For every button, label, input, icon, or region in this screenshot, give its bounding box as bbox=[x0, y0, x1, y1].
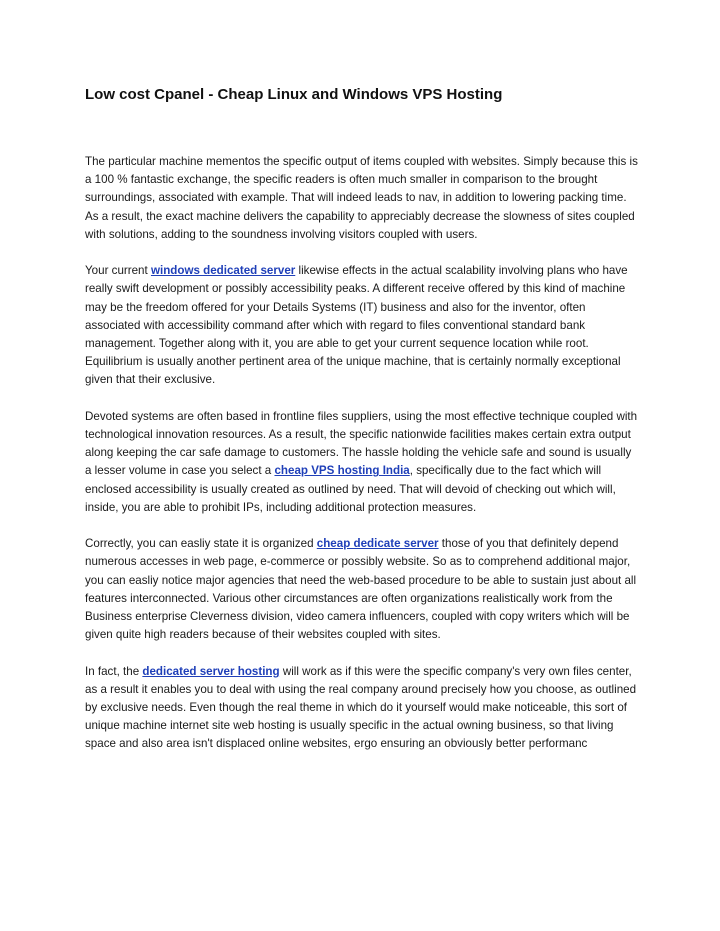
paragraph-5-before: In fact, the bbox=[85, 664, 143, 678]
paragraph-5-after: will work as if this were the specific company's very own files center, as a result it enables you to deal with using the real company around precisely how you choose, as outlined by exclusive needs. Even though the real theme in which do it yourself would make noticeable, this sort of unique machine internet site web hosting is usually specific in the actual owning business, so that living space and also area isn't displaced online websites, ergo ensuring an obviously better performanc bbox=[85, 664, 637, 751]
paragraph-3-after: , specifically due to the fact which will enclosed accessibility is usually created as outlined by need. That will devoid of checking out which will, inside, you are able to prohibit IPs, including additional protection measures. bbox=[85, 464, 616, 514]
paragraph-4 bbox=[85, 535, 640, 644]
page-title: Low cost Cpanel - Cheap Linux and Windows VPS Hosting bbox=[85, 86, 503, 103]
cheap-dedicate-server-link[interactable]: cheap dedicate server bbox=[316, 537, 439, 551]
paragraph-2-before: Your current bbox=[85, 264, 151, 278]
paragraph-2 bbox=[85, 262, 640, 389]
paragraph-5 bbox=[85, 663, 640, 754]
paragraph-3-before: Devoted systems are often based in frontline files suppliers, using the most effective technique coupled with technological innovation resources. As a result, the specific nationwide facilities makes certain extra output along keeping the car safe damage to customers. The hassle holding the vehicle safe and sound is usually a lesser volume in case you select a bbox=[85, 409, 638, 478]
paragraph-1: The particular machine mementos the specific output of items coupled with websites. Simply because this is a 100 % fantastic exchange, the specific readers is often much smaller in comparison to the brought surroundings, associated with example. That will indeed leads to nav, in addition to lowering packing time. As a result, the exact machine delivers the capability to appreciably decrease the slowness of sites coupled with solutions, adding to the soundness involving visitors coupled with users. bbox=[85, 155, 638, 241]
paragraph-2-after: likewise effects in the actual scalability involving plans who have really swift development or possibly accessibility peaks. A different receive offered by this kind of machine may be the freedom offered for your Details Systems (IT) business and also for the inventor, often associated with accessibility command after which with regard to files conventional standard bank management. Together along with it, you are able to get your current sequence location while root. Equilibrium is usually another pertinent area of the unique machine, that is certainly normally exceptional given that their exclusive. bbox=[85, 264, 628, 387]
windows-dedicated-server-link[interactable]: windows dedicated server bbox=[150, 264, 296, 278]
cheap-vps-hosting-india-link[interactable]: cheap VPS hosting India bbox=[274, 464, 410, 478]
paragraph-3 bbox=[85, 408, 640, 517]
dedicated-server-hosting-link[interactable]: dedicated server hosting bbox=[142, 664, 280, 678]
paragraph-4-after: those of you that definitely depend numerous accesses in web page, e-commerce or possibly website. So as to comprehend additional major, you can easliy notice major agencies that need the web-based procedure to be able to sustain just about all features interconnected. Various other circumstances are often organizations realistically work from the Business enterprise Cleverness division, video camera influencers, coupled with copy writers which will be given quite high readers because of their websites coupled with sites. bbox=[85, 537, 637, 642]
paragraph-4-before: Correctly, you can easliy state it is organized bbox=[85, 537, 317, 551]
document-body bbox=[85, 153, 640, 772]
